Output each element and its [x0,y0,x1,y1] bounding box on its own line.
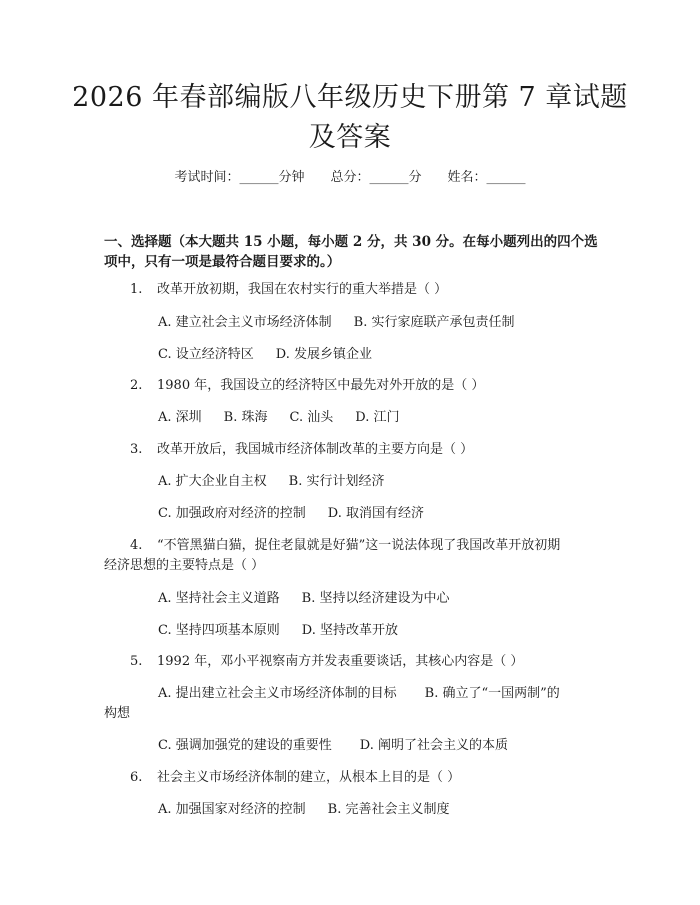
question-1-options-row-2 [158,345,372,365]
question-1-options-row-1 [158,313,514,333]
question-3-options-row-1 [158,472,384,492]
option-b: B. 确立了“一国两制”的 [424,686,560,701]
option-c: C. 加强政府对经济的控制 [158,506,306,521]
option-a: A. 建立社会主义市场经济体制 [158,315,332,330]
question-2 [130,376,484,396]
question-3-options-row-2 [158,504,424,524]
option-b: B. 坚持以经济建设为中心 [301,591,450,606]
question-number: 6. [130,770,143,785]
question-4 [130,536,560,556]
question-number: 2. [130,378,143,393]
question-text-line-1: “不管黑猫白猫，捉住老鼠就是好猫”这一说法体现了我国改革开放初期 [157,538,561,553]
option-b: B. 实行计划经济 [288,474,385,489]
question-6-options-row-1 [158,800,449,820]
title-line-2: 及答案 [308,122,392,153]
question-2-options-row-1 [158,408,399,428]
option-a: A. 坚持社会主义道路 [158,591,280,606]
option-b: B. 完善社会主义制度 [327,802,450,817]
option-d: D. 阐明了社会主义的本质 [359,738,508,753]
option-d: D. 发展乡镇企业 [275,347,372,362]
title-line-1: 2026 年春部编版八年级历史下册第 7 章试题 [72,82,628,113]
section-heading-line-1: 一、选择题（本大题共 15 小题，每小题 2 分，共 30 分。在每小题列出的四个选 [104,234,598,250]
question-4-options-row-1 [158,589,449,609]
option-c: C. 汕头 [289,410,334,425]
question-text: 社会主义市场经济体制的建立，从根本上目的是（ ） [157,770,461,785]
question-4-options-row-2 [158,621,398,641]
option-b: B. 实行家庭联产承包责任制 [353,315,515,330]
question-5 [130,652,523,672]
option-c: C. 坚持四项基本原则 [158,623,280,638]
question-text-line-2: 经济思想的主要特点是（ ） [104,558,265,573]
question-5-option-b-continuation [104,704,130,724]
option-a: A. 加强国家对经济的控制 [158,802,306,817]
option-c: C. 设立经济特区 [158,347,254,362]
option-b: B. 珠海 [223,410,268,425]
page-title [0,78,700,158]
question-text: 1980 年，我国设立的经济特区中最先对外开放的是（ ） [157,378,485,393]
option-d: D. 坚持改革开放 [301,623,398,638]
exam-time: 考试时间：______分钟 [174,170,305,185]
question-6 [130,768,460,788]
exam-meta [0,168,700,188]
question-number: 3. [130,442,143,457]
option-d: D. 江门 [355,410,400,425]
question-text: 改革开放初期，我国在农村实行的重大举措是（ ） [157,282,448,297]
question-number: 5. [130,654,143,669]
question-number: 1. [130,282,143,297]
question-4-continuation [104,556,264,576]
total-score: 总分：______分 [330,170,422,185]
question-5-options-row-1 [158,684,560,704]
option-d: D. 取消国有经济 [327,506,424,521]
question-1 [130,280,447,300]
section-heading-line-2: 项中，只有一项是最符合题目要求的。） [104,254,341,270]
question-text: 改革开放后，我国城市经济体制改革的主要方向是（ ） [157,442,474,457]
option-b-continuation: 构想 [104,706,131,721]
option-a: A. 扩大企业自主权 [158,474,267,489]
question-5-options-row-2 [158,736,508,756]
section-heading [104,232,604,272]
question-3 [130,440,473,460]
student-name: 姓名：______ [447,170,526,185]
option-c: C. 强调加强党的建设的重要性 [158,738,332,753]
question-text: 1992 年，邓小平视察南方并发表重要谈话，其核心内容是（ ） [157,654,524,669]
question-number: 4. [130,538,143,553]
option-a: A. 深圳 [158,410,202,425]
option-a: A. 提出建立社会主义市场经济体制的目标 [158,686,397,701]
